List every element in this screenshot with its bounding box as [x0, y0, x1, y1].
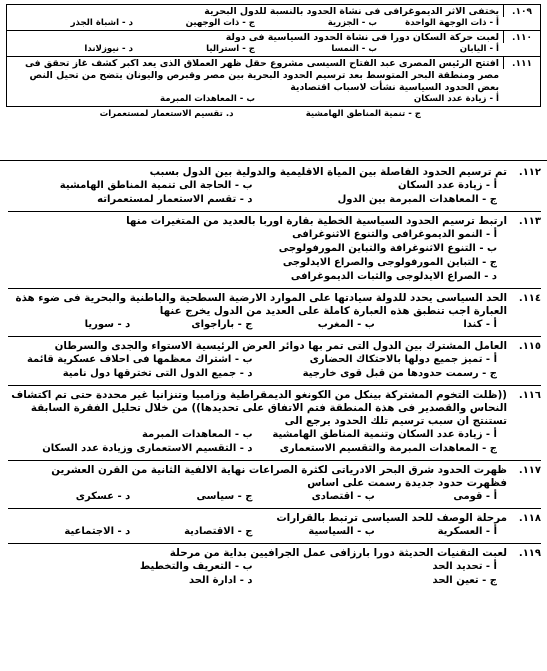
question-119: [8, 547, 541, 588]
question-text: لعبت التقنيات الحديثة دورا بارزافى عمل الجرافيين بداية من مرحلة: [169, 547, 507, 559]
option-c[interactable]: ج - رسمت حدودها من قبل قوى خارجية: [302, 368, 497, 379]
question-number: .١١٥: [518, 341, 541, 352]
option-d[interactable]: د - نيوزلاندا: [84, 44, 133, 54]
option-d[interactable]: د - الاجتماعية: [64, 526, 131, 537]
question-116: [8, 389, 541, 456]
option-d[interactable]: د - جميع الدول التى تخترقها دول نامية: [62, 368, 253, 379]
option-b[interactable]: ب - الحاجة الى تنمية المناطق الهامشية: [59, 180, 253, 191]
option-a[interactable]: أ - قومى: [453, 491, 497, 502]
option-d[interactable]: د - تقسم الاستعمار لمستعمراته: [97, 194, 253, 205]
option-d[interactable]: د - اشباة الجذر: [70, 18, 133, 28]
question-109: [6, 4, 541, 31]
option-b[interactable]: ب - المعاهدات المبرمة: [159, 94, 255, 104]
option-d[interactable]: د. تقسيم الاستعمار لمستعمرات: [99, 109, 234, 119]
question-number: .١١٤: [518, 293, 541, 304]
option-b[interactable]: ب - السياسية: [308, 526, 375, 537]
question-text: افتتح الرئيس المصرى عبد الفتاح السيسى مشروع حقل ظهر العملاق الذى يعد اكبر كشف غاز تحقق فى مصر ومنطقة البحر المتوسط بعد ترسيم الحدود البحرية بين مصر وقبرص واليونان يتضح من تحيل النص بعض الحدود السياسية نشأت لاسباب اقتصادية: [25, 58, 499, 93]
options: [11, 44, 499, 55]
question-111: [6, 57, 541, 107]
options: [8, 490, 541, 504]
question-separator: [8, 460, 541, 461]
question-text: ارتبط ترسيم الحدود السياسية الخطية بقارة اوربا بالعديد من المتغيرات منها: [126, 215, 507, 227]
question-separator: [8, 508, 541, 509]
option-c[interactable]: ج - تنمية المناطق الهامشية: [305, 109, 421, 119]
question-text: مرحلة الوصف للحد السياسى ترتبط بالقرارات: [276, 512, 507, 524]
question-text: لعبت حركة السكان دورا فى نشاة الحدود السياسية فى دولة: [225, 32, 499, 43]
option-a[interactable]: أ - تحديد الحد: [432, 561, 497, 572]
question-111-options-continued: [6, 107, 541, 120]
question-text: الحد السياسى يحدد للدولة سيادتها على الموارد الارضية السطحية والباطنية والبحرية فى ضوء هذة العبارة اجب تنطبق هذه العبارة كاملة على العديد من الدول يخرج عنها: [15, 292, 507, 317]
option-b[interactable]: ب - اشتراك معظمها فى احلاف عسكرية قائمة: [26, 354, 253, 365]
question-number: .١١٠: [503, 31, 540, 43]
question-number: .١١٦: [518, 390, 541, 401]
option-a[interactable]: أ - زيادة عدد السكان: [397, 180, 497, 191]
option-d[interactable]: د - ادارة الحد: [188, 575, 253, 586]
question-separator: [8, 543, 541, 544]
option-d[interactable]: د - سوريا: [84, 319, 131, 330]
option-a[interactable]: أ - ذات الوجهة الواحدة: [405, 18, 499, 28]
question-117: [8, 464, 541, 504]
option-d[interactable]: د - الصراع الايدلوجى والثبات الديموغرافى: [290, 271, 497, 282]
options: [11, 94, 499, 105]
option-a[interactable]: أ - تميز جميع دولها بالاحتكاك الحضارى: [309, 354, 497, 365]
question-113: [8, 215, 541, 284]
option-c[interactable]: ج - التباين المورفولوجى والصراع الايدلوجى: [282, 257, 497, 268]
option-c[interactable]: ج - باراجواى: [191, 319, 253, 330]
main-question-list: [8, 166, 541, 592]
option-d[interactable]: د - عسكرى: [75, 491, 131, 502]
options: [8, 318, 541, 332]
question-body: [7, 5, 503, 30]
options: [8, 228, 541, 284]
question-115: [8, 340, 541, 381]
question-112: [8, 166, 541, 207]
options: [8, 560, 541, 588]
question-text: يختفى الاثر الديموغرافى فى نشاة الحدود بالنسبة للدول البحرية: [204, 6, 499, 17]
options: [8, 179, 541, 207]
section-divider: [0, 160, 547, 161]
options: [8, 353, 541, 381]
question-text: ظهرت الحدود شرق البحر الادرياتى لكثرة الصراعات نهاية الالفية الثانية من القرن العشرين فظهرت حدود جديدة رسمت على اساس: [51, 464, 507, 489]
option-c[interactable]: ج - المعاهدات المبرمة بين الدول: [337, 194, 497, 205]
option-c[interactable]: ج - ذات الوجهين: [185, 18, 255, 28]
question-text: ((ظلت التخوم المشتركة بينكل من الكونغو الديمقراطية وزامبيا وتنزانيا غير محددة حتى تم اكتشاف النحاس والقصدير فى هذة المنطقة فتم الاتفاق على تحديدها)) من خلال تحليل الفقرة السابقة تستنتج ان سبب ترسيم تلك الحدود يرجع الى: [11, 389, 507, 427]
option-b[interactable]: ب - اقتصادى: [311, 491, 375, 502]
question-separator: [8, 385, 541, 386]
question-text: العامل المشترك بين الدول التى تمر بها دوائر العرض الرئيسية الاستواء والجدى والسرطان: [54, 340, 507, 352]
question-114: [8, 292, 541, 332]
question-110: [6, 31, 541, 57]
options: [11, 18, 499, 29]
option-b[interactable]: ب - التعريف والتخطيط: [139, 561, 253, 572]
option-b[interactable]: ب - النمسا: [331, 44, 377, 54]
options: [8, 525, 541, 539]
question-number: .١١١: [503, 57, 540, 69]
question-text: تم ترسيم الحدود الفاصلة بين المياة الاقليمية والدولية بين الدول بسبب: [149, 166, 507, 178]
option-b[interactable]: ب - المعاهدات المبرمة: [141, 429, 253, 440]
option-a[interactable]: أ - اليابان: [459, 44, 499, 54]
option-a[interactable]: أ - زيادة عدد السكان وتنمية المناطق الهامشية: [272, 429, 497, 440]
question-separator: [8, 288, 541, 289]
question-separator: [8, 336, 541, 337]
option-a[interactable]: أ - كندا: [463, 319, 497, 330]
question-number: .١١٩: [518, 548, 541, 559]
option-c[interactable]: ج - استراليا: [206, 44, 255, 54]
option-c[interactable]: ج - تعين الحد: [432, 575, 497, 586]
question-number: .١١٣: [518, 216, 541, 227]
option-b[interactable]: ب - التنوع الاثنوغرافة والتباين المورفولوجى: [278, 243, 497, 254]
question-number: .١٠٩: [503, 5, 540, 17]
question-body: [7, 57, 503, 106]
option-a[interactable]: أ - زيادة عدد السكان: [413, 94, 499, 104]
question-number: .١١٧: [518, 465, 541, 476]
option-a[interactable]: أ - العسكرية: [437, 526, 497, 537]
question-118: [8, 512, 541, 539]
option-b[interactable]: ب - الجزرية: [327, 18, 377, 28]
question-number: .١١٨: [518, 513, 541, 524]
option-b[interactable]: ب - المغرب: [317, 319, 375, 330]
option-c[interactable]: ج - المعاهدات المبرمة والتقسيم الاستعمارى: [279, 443, 497, 454]
question-number: .١١٢: [518, 167, 541, 178]
question-body: [7, 31, 503, 56]
option-c[interactable]: ج - الاقتصادية: [184, 526, 253, 537]
question-separator: [8, 211, 541, 212]
option-a[interactable]: أ - النمو الديموغرافى والتنوع الاثنوغرافى: [292, 229, 497, 240]
options: [8, 428, 541, 456]
option-c[interactable]: ج - سياسى: [196, 491, 253, 502]
top-question-table: [6, 4, 541, 120]
option-d[interactable]: د - التقسيم الاستعمارى وزيادة عدد السكان: [42, 443, 253, 454]
